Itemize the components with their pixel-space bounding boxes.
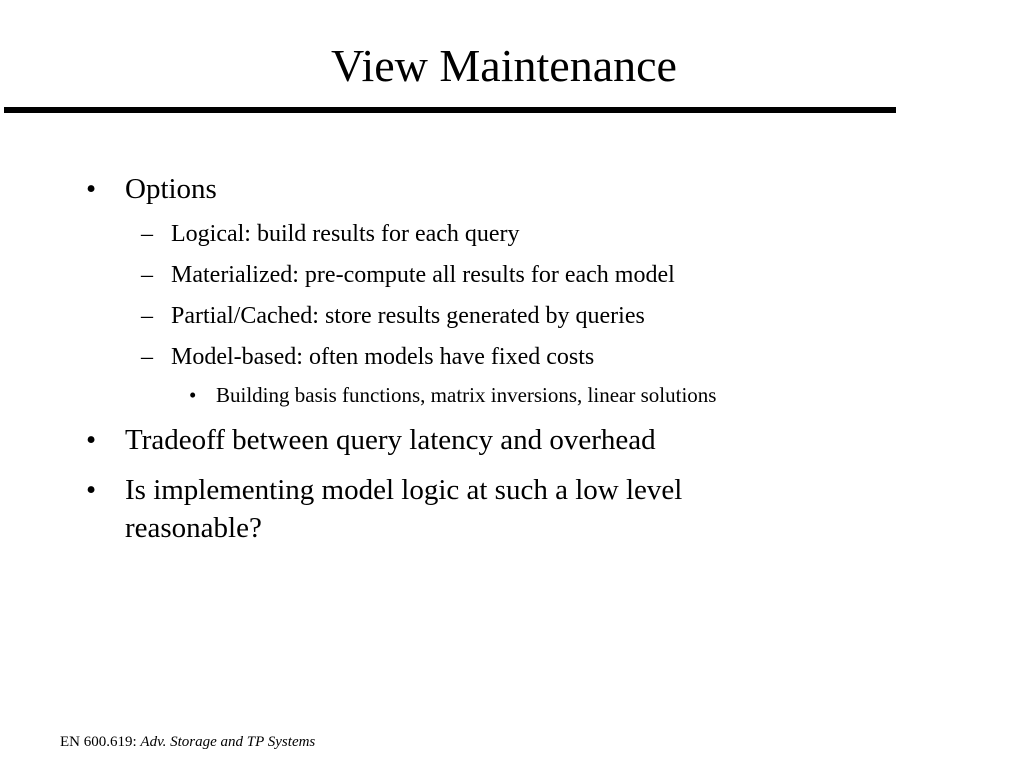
slide-title: View Maintenance: [331, 40, 677, 91]
subitem-marker: –: [141, 221, 153, 247]
bullet-implementing: [0, 473, 1000, 507]
bullet-tradeoff: [0, 423, 1000, 457]
subitem-marker: –: [141, 262, 153, 288]
subitem-materialized: [0, 261, 1000, 289]
subitem-text: Model-based: often models have fixed costs: [171, 344, 595, 370]
bullet-marker: •: [86, 173, 97, 205]
title-divider: [4, 107, 896, 113]
bullet-marker: •: [86, 474, 97, 506]
footer-course-name: Adv. Storage and TP Systems: [140, 734, 316, 750]
subitem-marker: –: [141, 344, 153, 370]
bullet-text: Tradeoff between query latency and overhead: [125, 424, 656, 456]
bullet-text: Is implementing model logic at such a low level: [125, 474, 683, 506]
subitem-text: Logical: build results for each query: [171, 221, 520, 247]
bullet-text: Options: [125, 173, 217, 205]
slide-footer: [60, 733, 315, 751]
bullet-implementing-continuation: [0, 511, 1000, 545]
subitem-partial-cached: [0, 302, 1000, 330]
subitem-text: Materialized: pre-compute all results for each model: [171, 262, 675, 288]
subitem-text: Partial/Cached: store results generated by queries: [171, 303, 645, 329]
footer-course-code: EN 600.619:: [60, 734, 141, 750]
bullet-text: reasonable?: [125, 512, 262, 544]
bullet-options: [0, 172, 1000, 206]
subsubitem-building-basis: [0, 383, 1000, 408]
subitem-logical: [0, 220, 1000, 248]
subitem-marker: –: [141, 303, 153, 329]
subsubitem-text: Building basis functions, matrix inversions, linear solutions: [216, 383, 717, 407]
subsubitem-marker: •: [189, 383, 197, 407]
bullet-marker: •: [86, 424, 97, 456]
subitem-model-based: [0, 343, 1000, 371]
